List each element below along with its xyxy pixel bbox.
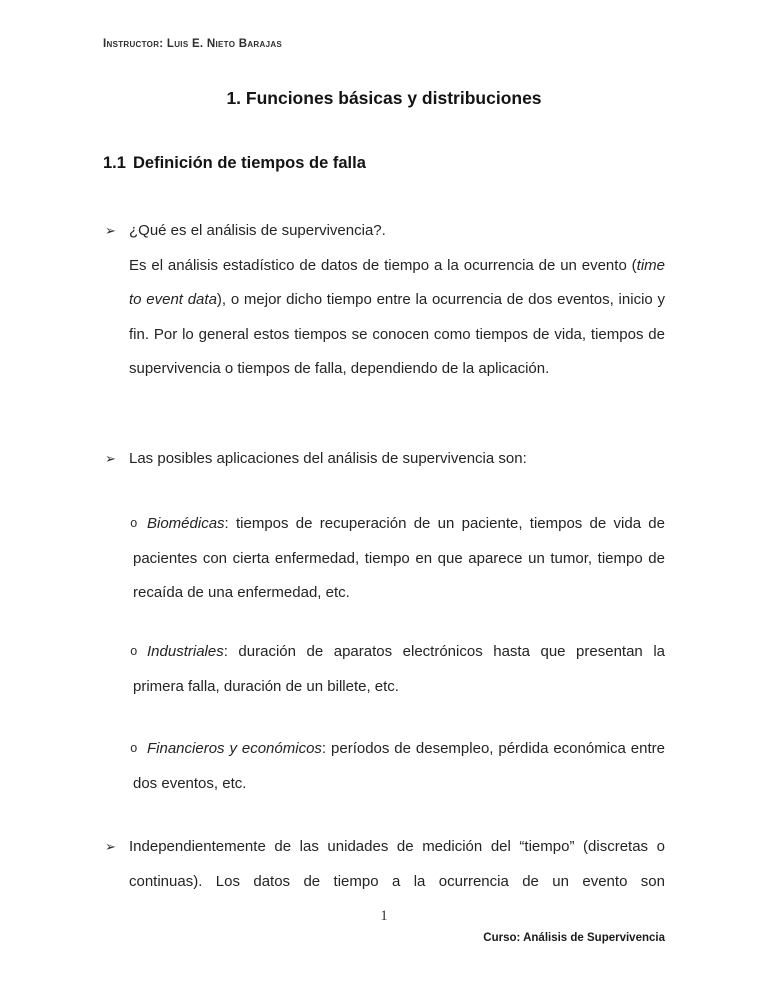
- bullet-item-definition: [103, 214, 665, 387]
- circle-bullet-icon: o: [130, 742, 138, 756]
- paragraph-italic-text: time to event data: [129, 256, 665, 308]
- document-title: 1. Funciones básicas y distribuciones: [226, 88, 542, 108]
- arrow-bullet-icon: ➢: [105, 451, 116, 466]
- sub-bullet-financieros: [103, 732, 665, 801]
- bullet-lead-question: ¿Qué es el análisis de supervivencia?.: [129, 222, 386, 239]
- application-term: Biomédicas: [147, 515, 225, 532]
- page-number: 1: [380, 908, 388, 924]
- circle-bullet-icon: o: [130, 517, 138, 531]
- sub-bullet-industriales: [103, 635, 665, 704]
- paragraph-definition: [129, 249, 665, 387]
- section-title: Definición de tiempos de falla: [133, 154, 366, 172]
- application-description: : duración de aparatos electrónicos hasta que presentan la primera falla, duración de un billete, etc.: [133, 643, 665, 695]
- arrow-bullet-icon: ➢: [105, 839, 116, 854]
- sub-bullet-paragraph: [133, 732, 665, 801]
- application-term: Industriales: [147, 643, 224, 660]
- sub-bullet-paragraph: [133, 635, 665, 704]
- instructor-header: Instructor: Luis E. Nieto Barajas: [103, 38, 283, 50]
- arrow-bullet-icon: ➢: [105, 223, 116, 238]
- sub-bullet-paragraph: [133, 507, 665, 611]
- section-number: 1.1: [103, 154, 126, 172]
- bullet-lead-applications: Las posibles aplicaciones del análisis de supervivencia son:: [129, 450, 527, 467]
- application-description: : períodos de desempleo, pérdida económica entre dos eventos, etc.: [133, 740, 665, 792]
- circle-bullet-icon: o: [130, 645, 138, 659]
- footer-course-label: Curso: Análisis de Supervivencia: [483, 932, 665, 944]
- section-heading: [103, 154, 366, 173]
- application-term: Financieros y económicos: [147, 740, 322, 757]
- application-description: : tiempos de recuperación de un paciente, tiempos de vida de pacientes con cierta enfermedad, tiempo en que aparece un tumor, tiempo de recaída de una enfermedad, etc.: [133, 515, 665, 601]
- bullet-item-applications: [103, 442, 665, 477]
- paragraph-text: ), o mejor dicho tiempo entre la ocurrencia de dos eventos, inicio y fin. Por lo general estos tiempos se conocen como tiempos de vida, tiempos de supervivencia o tiempos de falla, dependiendo de la aplicación.: [129, 291, 665, 377]
- bullet-item-unidades: [103, 830, 665, 899]
- sub-bullet-biomedicas: [103, 507, 665, 611]
- bullet-lead-unidades: Independientemente de las unidades de medición del “tiempo” (discretas o continuas). Los datos de tiempo a la ocurrencia de un evento son: [129, 838, 665, 890]
- paragraph-text: Es el análisis estadístico de datos de tiempo a la ocurrencia de un evento (: [129, 256, 637, 274]
